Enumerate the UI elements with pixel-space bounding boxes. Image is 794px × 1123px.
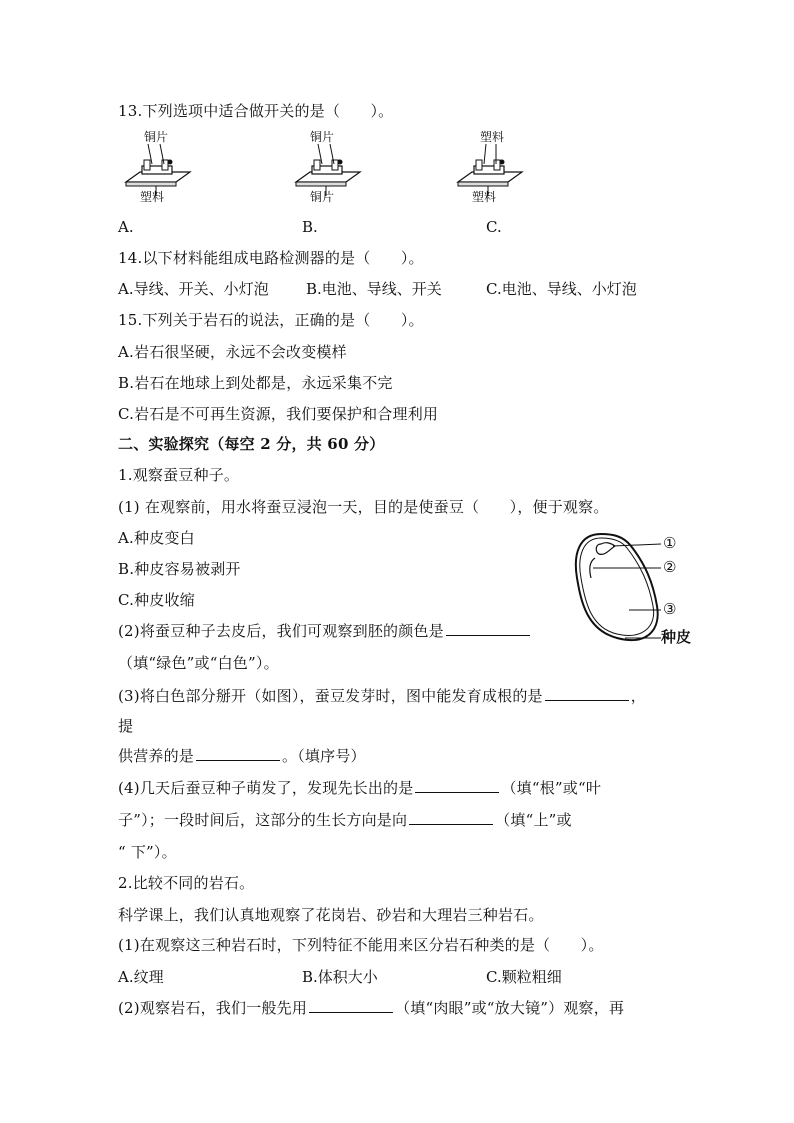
part-4-direction-text: 子”）；一段时间后，这部分的生长方向是向 — [118, 811, 408, 829]
experiment-2-intro: 科学课上，我们认真地观察了花岗岩、砂岩和大理岩三种岩石。 — [118, 906, 544, 924]
option-exp1-c[interactable]: C.种皮收缩 — [118, 591, 195, 609]
figure-a-top-label: 铜片 — [144, 130, 169, 144]
experiment-1-part-4 — [118, 778, 601, 798]
experiment-1-part-2 — [118, 621, 532, 641]
experiment-1-part-1: (1) 在观察前，用水将蚕豆浸泡一天，目的是使蚕豆（ ），便于观察。 — [118, 498, 609, 516]
option-15-a[interactable]: A.岩石很坚硬，永远不会改变模样 — [118, 343, 347, 361]
switch-figure-a — [118, 130, 198, 210]
experiment-2-part-2 — [118, 998, 624, 1018]
figure-b-top-label: 铜片 — [310, 130, 335, 144]
part-4-direction-hint: （填“上”或 — [495, 811, 572, 829]
figure-c-top-label: 塑料 — [480, 130, 505, 144]
part-3-wrap: 提 — [118, 717, 134, 735]
section-2-title: 二、实验探究（每空 2 分，共 60 分） — [118, 435, 385, 453]
figure-a-bottom-label: 塑料 — [140, 190, 165, 204]
switch-figure-c — [450, 130, 530, 210]
experiment-2-title: 2.比较不同的岩石。 — [118, 874, 255, 892]
option-15-b[interactable]: B.岩石在地球上到处都是，永远采集不完 — [118, 374, 393, 392]
part-2-hint: （填“绿色”或“白色”）。 — [118, 654, 279, 672]
answer-blank-observe-tool[interactable] — [309, 998, 393, 1013]
broad-bean-seed-figure — [565, 522, 705, 652]
option-15-c[interactable]: C.岩石是不可再生资源，我们要保护和合理利用 — [118, 405, 439, 423]
exp2-part-2-hint: （填“肉眼”或“放大镜”）观察，再 — [395, 999, 625, 1017]
experiment-1-part-3 — [118, 686, 646, 706]
answer-blank-color[interactable] — [446, 621, 530, 636]
option-exp2-b[interactable]: B.体积大小 — [302, 968, 378, 986]
part-4-text: (4)几天后蚕豆种子萌发了，发现先长出的是 — [118, 779, 414, 797]
answer-blank-direction[interactable] — [409, 810, 493, 825]
seed-label-1: ① — [663, 534, 677, 552]
exp2-part-2-text: (2)观察岩石，我们一般先用 — [118, 999, 308, 1017]
experiment-2-part-1: (1)在观察这三种岩石时，下列特征不能用来区分岩石种类的是（ ）。 — [118, 936, 604, 954]
part-4-line-3: “ 下”）。 — [118, 843, 177, 861]
option-exp2-c[interactable]: C.颗粒粗细 — [486, 968, 562, 986]
answer-blank-first-organ[interactable] — [415, 778, 499, 793]
question-13-stem: 13.下列选项中适合做开关的是（ ）。 — [118, 102, 394, 120]
part-4-line-2 — [118, 810, 572, 830]
option-14-c[interactable]: C.电池、导线、小灯泡 — [486, 280, 637, 298]
answer-blank-root[interactable] — [545, 686, 629, 701]
switch-figure-b — [288, 130, 368, 210]
seed-label-skin: 种皮 — [661, 628, 692, 646]
option-13-c[interactable]: C. — [486, 218, 502, 236]
seed-label-2: ② — [663, 558, 677, 576]
option-exp1-a[interactable]: A.种皮变白 — [118, 529, 195, 547]
part-2-text: (2)将蚕豆种子去皮后，我们可观察到胚的颜色是 — [118, 622, 444, 640]
part-3-text: (3)将白色部分掰开（如图），蚕豆发芽时，图中能发育成根的是 — [118, 687, 543, 705]
part-3-comma: ， — [630, 687, 646, 705]
figure-b-bottom-label: 铜片 — [310, 190, 335, 204]
option-exp1-b[interactable]: B.种皮容易被剥开 — [118, 560, 241, 578]
option-14-b[interactable]: B.电池、导线、开关 — [306, 280, 442, 298]
experiment-1-title: 1.观察蚕豆种子。 — [118, 466, 240, 484]
answer-blank-nutrient[interactable] — [196, 746, 280, 761]
question-15-stem: 15.下列关于岩石的说法，正确的是（ ）。 — [118, 311, 424, 329]
part-3-hint: 。（填序号） — [282, 747, 366, 765]
part-3-nutrient-text: 供营养的是 — [118, 747, 195, 765]
seed-label-3: ③ — [663, 600, 677, 618]
part-3-line-2 — [118, 746, 366, 766]
question-14-stem: 14.以下材料能组成电路检测器的是（ ）。 — [118, 249, 424, 267]
option-14-a[interactable]: A.导线、开关、小灯泡 — [118, 280, 269, 298]
part-4-hint: （填“根”或“叶 — [501, 779, 602, 797]
figure-c-bottom-label: 塑料 — [472, 190, 497, 204]
option-exp2-a[interactable]: A.纹理 — [118, 968, 164, 986]
option-13-a[interactable]: A. — [118, 218, 134, 236]
option-13-b[interactable]: B. — [302, 218, 318, 236]
